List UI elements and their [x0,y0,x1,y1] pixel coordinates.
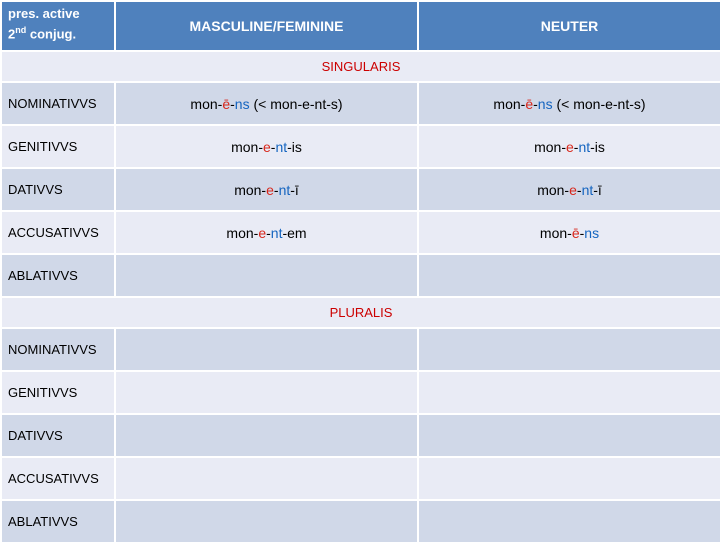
conjugation-label: conjug. [26,26,77,42]
singular-section-row [2,52,720,81]
form-thematic-vowel: ē [571,224,580,241]
form-stem: mon- [231,138,263,155]
case-label: ACCUSATIVVS [8,471,99,486]
form-cell [116,169,417,210]
case-label: NOMINATIVVS [8,342,97,357]
form-hyphen: - [576,181,582,198]
form-ending: nt [270,224,283,241]
form-hyphen: - [230,95,235,112]
singular-section-label: SINGULARIS [2,52,720,81]
form-hyphen: - [579,224,585,241]
empty-form-cell [116,372,417,413]
form-stem: mon- [190,95,223,112]
case-label: DATIVVS [8,182,63,197]
table-row [2,372,720,413]
masc-fem-header: MASCULINE/FEMININE [116,2,417,50]
form-ending: ns [234,95,250,112]
form-ending: ns [537,95,553,112]
neuter-header: NEUTER [419,2,720,50]
form-thematic-vowel: ē [525,95,534,112]
table-row [2,212,720,253]
conjugation-header-cell [2,2,114,50]
plural-section-row [2,298,720,327]
form-ending: nt [278,181,291,198]
conjugation-number: 2 [8,26,16,42]
empty-form-cell [419,415,720,456]
empty-form-cell [116,458,417,499]
table-row [2,415,720,456]
case-label: ABLATIVVS [8,514,78,529]
case-label: GENITIVVS [8,385,78,400]
form-stem: mon- [493,95,526,112]
empty-form-cell [419,255,720,296]
form-thematic-vowel: e [569,181,577,198]
table-row [2,458,720,499]
empty-form-cell [116,255,417,296]
table-row [2,126,720,167]
form-thematic-vowel: ē [222,95,231,112]
form-thematic-vowel: e [266,181,274,198]
form-hyphen: - [266,224,271,241]
form-cell [116,83,417,124]
plural-section-label: PLURALIS [2,298,720,327]
empty-form-cell [419,329,720,370]
empty-form-cell [116,501,417,542]
header-row [2,2,720,50]
form-stem: mon- [234,181,267,198]
form-ending: nt [275,138,288,155]
form-ending: ns [584,224,600,241]
table-row [2,255,720,296]
empty-form-cell [116,329,417,370]
conjugation-ordinal: nd [15,24,27,35]
form-ending: nt [578,138,591,155]
form-thematic-vowel: e [258,224,267,241]
case-label: GENITIVVS [8,139,78,154]
table-row [2,83,720,124]
conjugation-title: pres. active [8,6,80,21]
form-note: -ī [593,181,602,198]
form-note: -em [282,224,307,241]
case-label: NOMINATIVVS [8,96,97,111]
case-label: ACCUSATIVVS [8,225,99,240]
form-thematic-vowel: e [262,138,271,155]
form-cell [419,83,720,124]
empty-form-cell [419,372,720,413]
form-stem: mon- [226,224,259,241]
form-hyphen: - [273,181,279,198]
form-note: (< mon-e-nt-s) [552,95,646,112]
form-stem: mon- [537,181,570,198]
form-cell [116,212,417,253]
empty-form-cell [419,458,720,499]
form-hyphen: - [573,138,579,155]
form-stem: mon- [534,138,566,155]
case-label: ABLATIVVS [8,268,78,283]
form-note: -is [590,138,605,155]
table-row [2,169,720,210]
form-stem: mon- [539,224,572,241]
empty-form-cell [419,501,720,542]
empty-form-cell [116,415,417,456]
form-hyphen: - [533,95,538,112]
form-cell [116,126,417,167]
case-label: DATIVVS [8,428,63,443]
form-note: -is [287,138,302,155]
form-hyphen: - [270,138,276,155]
table-row [2,501,720,542]
table-row [2,329,720,370]
form-cell [419,169,720,210]
form-note: (< mon-e-nt-s) [249,95,343,112]
form-note: -ī [290,181,299,198]
form-cell [419,212,720,253]
form-thematic-vowel: e [565,138,574,155]
form-cell [419,126,720,167]
form-ending: nt [581,181,594,198]
